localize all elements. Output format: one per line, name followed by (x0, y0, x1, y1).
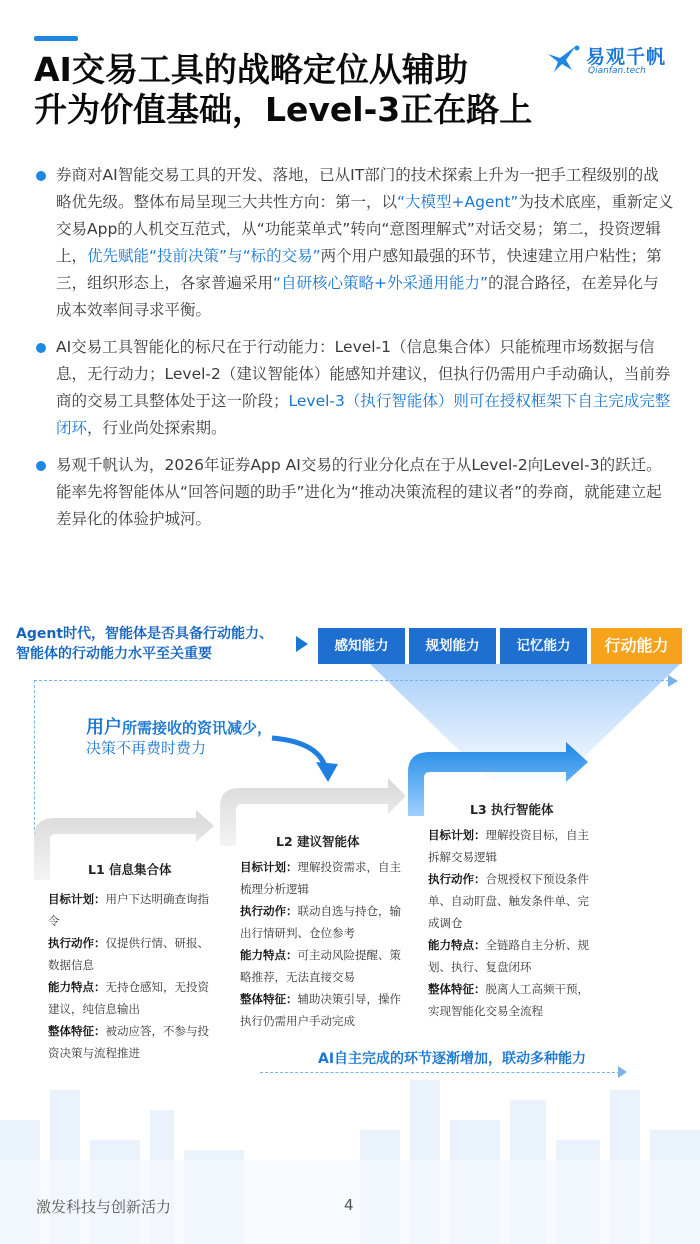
level2-body (240, 856, 402, 1032)
bird-logo-icon (546, 44, 582, 76)
level2-action: 联动自选与持仓，输出行情研判、仓位参考 (240, 904, 401, 940)
bullet-text: 易观千帆认为，2026年证券App AI交易的行业分化点在于从Level-2向Level-3的跃迁。能率先将智能体从“回答问题的助手”进化为“推动决策流程的建议者”的券商，就能建立起差异化的体验护城河。 (56, 456, 662, 528)
agent-level-diagram (0, 620, 700, 1080)
brand-logo (546, 42, 676, 78)
bullet-text: 为技术底座，重新定义交易App的人机交互范式，从“功能菜单式”转向“意图理解式”对话交易；第二，投资逻辑上， (56, 193, 674, 265)
curve-arrow-icon (272, 738, 326, 770)
star-icon: ★ (432, 784, 449, 805)
level3-title: L3 执行智能体 (470, 802, 554, 817)
level3-overall: 脱离人工高频干预，实现智能化交易全流程 (428, 982, 589, 1018)
level2-goal-label: 目标计划： (240, 860, 298, 874)
level3-ability-label: 能力特点： (428, 938, 486, 952)
capability-action: 行动能力 (591, 628, 682, 664)
bullet-item-2 (34, 334, 674, 442)
progression-note: AI自主完成的环节逐渐增加，联动多种能力 (318, 1051, 587, 1067)
bullet-list (34, 162, 674, 543)
bullet-text: 券商对AI智能交易工具的开发、落地，已从IT部门的技术探索上升为一把手工程级别的战略优先级。整体布局呈现三大共性方向：第一，以 (56, 166, 659, 211)
page-number: 4 (344, 1196, 354, 1214)
level2-ability: 可主动风险提醒、策略推荐，无法直接交易 (240, 948, 401, 984)
level2-goal: 理解投资需求，自主梳理分析逻辑 (240, 860, 401, 896)
bullet-text: ，行业尚处探索期。 (87, 419, 227, 437)
level1-body (48, 888, 220, 1064)
level1-ability-label: 能力特点： (48, 980, 106, 994)
capability-memory: 记忆能力 (500, 628, 587, 664)
bullet-item-1 (34, 162, 674, 324)
level3-action: 合规授权下预设条件单、自动盯盘、触发条件单、完成调仓 (428, 872, 589, 930)
diagram-headline-line2: 智能体的行动能力水平至关重要 (16, 646, 212, 662)
level3-action-label: 执行动作： (428, 872, 486, 886)
user-note-text: 所需接收的资讯减少， (122, 719, 273, 737)
level1-title: L1 信息集合体 (88, 862, 172, 877)
page-title-line1: AI交易工具的战略定位从辅助 (34, 50, 468, 89)
level2-overall-label: 整体特征： (240, 992, 298, 1006)
level3-ability: 全链路自主分析、规划、执行、复盘闭环 (428, 938, 589, 974)
level1-goal: 用户下达明确查询指令 (48, 892, 209, 928)
user-note-line2: 决策不再费时费力 (86, 739, 207, 757)
level3-goal: 理解投资目标，自主拆解交易逻辑 (428, 828, 589, 864)
bullet-highlight: “大模型+Agent” (397, 193, 519, 211)
logo-text: 易观千帆 (586, 46, 667, 68)
user-note-keyword: 用户 (86, 717, 122, 738)
level2-ability-label: 能力特点： (240, 948, 298, 962)
level1-goal-label: 目标计划： (48, 892, 106, 906)
bullet-highlight: 优先赋能“投前决策”与“标的交易” (87, 247, 321, 265)
level3-body (428, 824, 596, 1022)
bullet-highlight: Level-3（执行智能体）则可在授权框架下自主完成完整闭环 (56, 392, 671, 437)
level3-goal-label: 目标计划： (428, 828, 486, 842)
page-title (34, 50, 554, 130)
level1-ability: 无持仓感知，无投资建议，纯信息输出 (48, 980, 209, 1016)
bullet-item-3 (34, 452, 674, 533)
level1-overall-label: 整体特征： (48, 1024, 106, 1038)
capability-planning: 规划能力 (409, 628, 496, 664)
bullet-text: 两个用户感知最强的环节，快速建立用户粘性；第三，组织形态上，各家普遍采用 (56, 247, 662, 292)
level2-title: L2 建议智能体 (276, 834, 360, 849)
level1-action: 仅提供行情、研报、数据信息 (48, 936, 209, 972)
level1-action-label: 执行动作： (48, 936, 106, 950)
logo-subtext: Qianfan.tech (588, 66, 646, 76)
footer-slogan: 激发科技与创新活力 (36, 1198, 172, 1216)
level2-overall: 辅助决策引导，操作执行仍需用户手动完成 (240, 992, 401, 1028)
capability-perception: 感知能力 (318, 628, 405, 664)
title-accent-bar (34, 36, 78, 41)
bullet-text: 的混合路径，在差异化与成本效率间寻求平衡。 (56, 274, 659, 319)
level2-action-label: 执行动作： (240, 904, 298, 918)
page-title-line2: 升为价值基础，Level-3正在路上 (34, 90, 533, 129)
level3-overall-label: 整体特征： (428, 982, 486, 996)
diagram-headline-line1: Agent时代，智能体是否具备行动能力、 (16, 626, 274, 642)
level1-overall: 被动应答，不参与投资决策与流程推进 (48, 1024, 209, 1060)
bullet-text: AI交易工具智能化的标尺在于行动能力：Level-1（信息集合体）只能梳理市场数据与信息，无行动力；Level-2（建议智能体）能感知并建议，但执行仍需用户手动确认，当前券商的交易工具整体处于这一阶段； (56, 338, 671, 410)
bullet-highlight: “自研核心策略+外采通用能力” (273, 274, 489, 292)
